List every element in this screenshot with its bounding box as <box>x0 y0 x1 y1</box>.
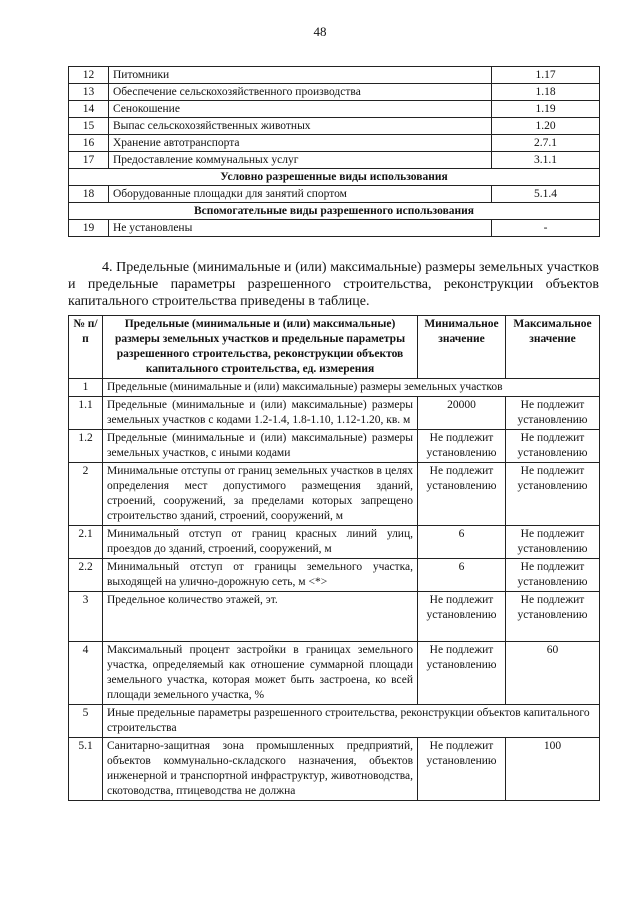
use-name: Выпас сельскохозяйственных животных <box>109 118 492 135</box>
table-row <box>69 592 600 642</box>
row-number: 16 <box>69 135 109 152</box>
max-value: Не подлежит установлению <box>506 592 600 642</box>
min-value: 6 <box>418 526 506 559</box>
use-name: Предоставление коммунальных услуг <box>109 152 492 169</box>
parameter-group: Иные предельные параметры разрешенного строительства, реконструкции объектов капитального строительства <box>103 705 600 738</box>
header-min: Минимальное значение <box>418 316 506 379</box>
use-code: 3.1.1 <box>492 152 600 169</box>
max-value: 60 <box>506 642 600 705</box>
max-value: Не подлежит установлению <box>506 526 600 559</box>
table-row <box>69 84 600 101</box>
use-code: 1.17 <box>492 67 600 84</box>
header-parameter: Предельные (минимальные и (или) максимальные) размеры земельных участков и предельные параметры разрешенного строительства, реконструкции объектов капитального строительства, ед. измерения <box>103 316 418 379</box>
max-value: Не подлежит установлению <box>506 463 600 526</box>
parameter-description: Предельное количество этажей, эт. <box>103 592 418 642</box>
row-number: 15 <box>69 118 109 135</box>
use-name: Сенокошение <box>109 101 492 118</box>
max-value: 100 <box>506 738 600 801</box>
table-row <box>69 397 600 430</box>
header-max: Максимальное значение <box>506 316 600 379</box>
table-row <box>69 186 600 203</box>
use-name: Не установлены <box>109 220 492 237</box>
use-code: 5.1.4 <box>492 186 600 203</box>
parameter-description: Предельные (минимальные и (или) максимальные) размеры земельных участков, с иными кодами <box>103 430 418 463</box>
row-number: 18 <box>69 186 109 203</box>
table-row <box>69 559 600 592</box>
parameter-description: Минимальный отступ от границ красных линий улиц, проездов до зданий, строений, сооружений, м <box>103 526 418 559</box>
table-row <box>69 379 600 397</box>
table-row <box>69 220 600 237</box>
use-code: - <box>492 220 600 237</box>
max-value: Не подлежит установлению <box>506 397 600 430</box>
header-number: № п/п <box>69 316 103 379</box>
row-number: 13 <box>69 84 109 101</box>
permitted-uses-table <box>68 66 600 237</box>
max-value: Не подлежит установлению <box>506 430 600 463</box>
table-row <box>69 642 600 705</box>
min-value: Не подлежит установлению <box>418 642 506 705</box>
row-number: 5 <box>69 705 103 738</box>
use-name: Питомники <box>109 67 492 84</box>
page-number: 48 <box>313 24 327 39</box>
section-heading-auxiliary: Вспомогательные виды разрешенного использования <box>69 203 600 220</box>
table-row <box>69 135 600 152</box>
min-value: 20000 <box>418 397 506 430</box>
table-row <box>69 705 600 738</box>
max-value: Не подлежит установлению <box>506 559 600 592</box>
parameter-description: Предельные (минимальные и (или) максимальные) размеры земельных участков с кодами 1.2-1.4, 1.8-1.10, 1.12-1.20, кв. м <box>103 397 418 430</box>
table-row <box>69 430 600 463</box>
min-value: Не подлежит установлению <box>418 738 506 801</box>
row-number: 19 <box>69 220 109 237</box>
use-name: Оборудованные площадки для занятий спортом <box>109 186 492 203</box>
row-number: 2.1 <box>69 526 103 559</box>
section-row <box>69 203 600 220</box>
row-number: 5.1 <box>69 738 103 801</box>
min-value: Не подлежит установлению <box>418 463 506 526</box>
table-row <box>69 101 600 118</box>
parameter-description: Санитарно-защитная зона промышленных предприятий, объектов коммунально-складского назначения, объектов инженерной и транспортной инфраструктур, животноводства, скотоводства, птицеводства не должна <box>103 738 418 801</box>
parameter-description: Минимальные отступы от границ земельных участков в целях определения мест допустимого размещения зданий, строений, сооружений, за пределами которых запрещено строительство зданий, строений, сооружений, м <box>103 463 418 526</box>
use-code: 1.18 <box>492 84 600 101</box>
min-value: Не подлежит установлению <box>418 592 506 642</box>
use-name: Хранение автотранспорта <box>109 135 492 152</box>
parameter-group: Предельные (минимальные и (или) максимальные) размеры земельных участков <box>103 379 600 397</box>
table-row <box>69 118 600 135</box>
row-number: 12 <box>69 67 109 84</box>
table-row <box>69 738 600 801</box>
table-row <box>69 67 600 84</box>
row-number: 1.2 <box>69 430 103 463</box>
intro-paragraph: 4. Предельные (минимальные и (или) максимальные) размеры земельных участков и предельные параметры разрешенного строительства, реконструкции объектов капитального строительства приведены в таблице. <box>68 260 599 309</box>
row-number: 17 <box>69 152 109 169</box>
use-name: Обеспечение сельскохозяйственного производства <box>109 84 492 101</box>
use-code: 1.20 <box>492 118 600 135</box>
table-row <box>69 526 600 559</box>
row-number: 3 <box>69 592 103 642</box>
row-number: 1 <box>69 379 103 397</box>
table-row <box>69 152 600 169</box>
parameter-description: Максимальный процент застройки в границах земельного участка, определяемый как отношение суммарной площади земельного участка, которая может быть застроена, ко всей площади земельного участка, % <box>103 642 418 705</box>
use-code: 1.19 <box>492 101 600 118</box>
header-row <box>69 316 600 379</box>
row-number: 14 <box>69 101 109 118</box>
row-number: 1.1 <box>69 397 103 430</box>
min-value: 6 <box>418 559 506 592</box>
parameter-description: Минимальный отступ от границы земельного участка, выходящей на улично-дорожную сеть, м <*> <box>103 559 418 592</box>
table-row <box>69 463 600 526</box>
row-number: 4 <box>69 642 103 705</box>
section-heading-conditional: Условно разрешенные виды использования <box>69 169 600 186</box>
section-row <box>69 169 600 186</box>
parameters-table <box>68 315 600 801</box>
row-number: 2 <box>69 463 103 526</box>
use-code: 2.7.1 <box>492 135 600 152</box>
row-number: 2.2 <box>69 559 103 592</box>
min-value: Не подлежит установлению <box>418 430 506 463</box>
